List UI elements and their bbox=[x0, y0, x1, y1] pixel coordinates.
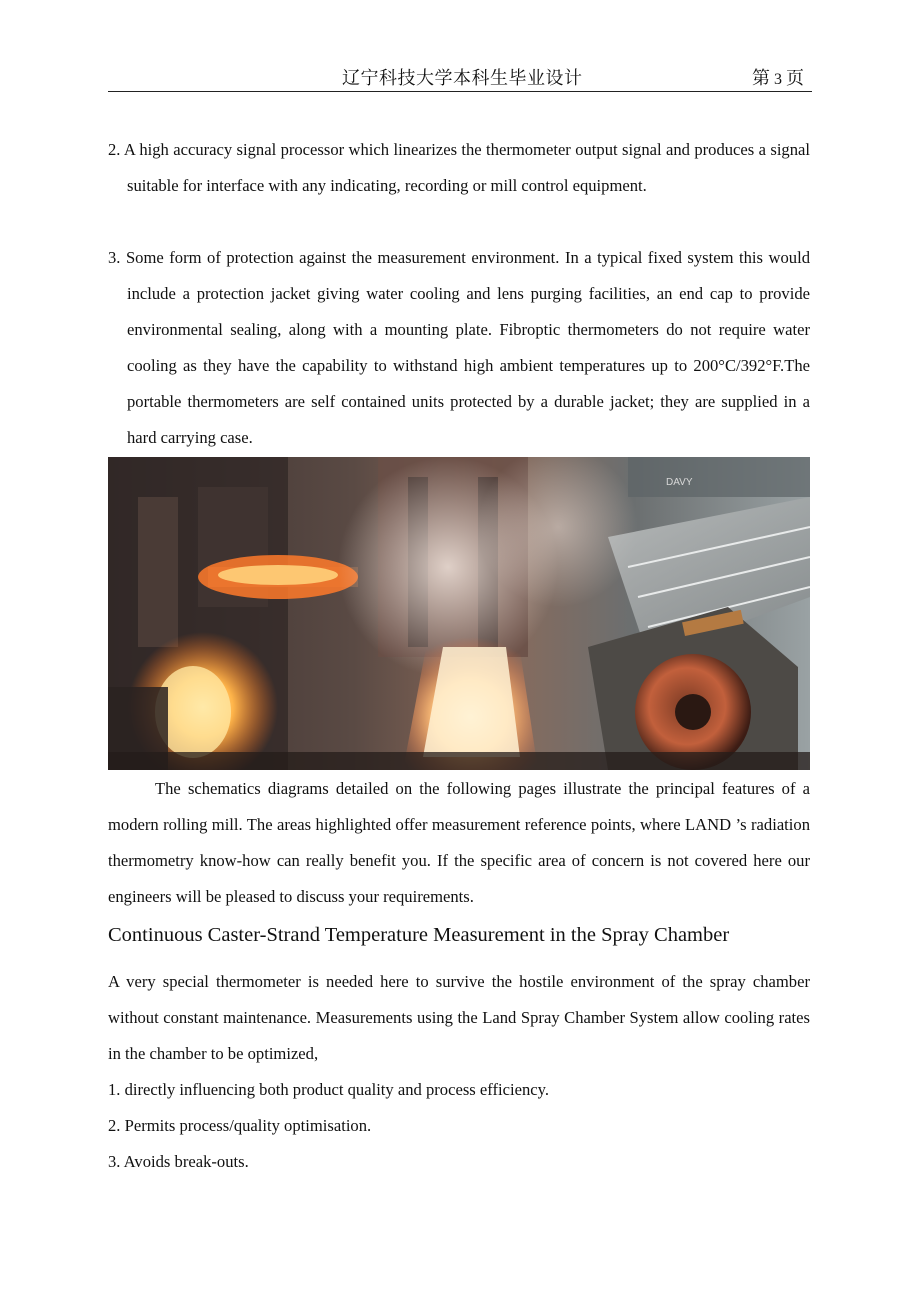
section-heading: Continuous Caster-Strand Temperature Measurement in the Spray Chamber bbox=[108, 924, 730, 946]
list-item-1: 1. directly influencing both product quality and process efficiency. bbox=[108, 1080, 549, 1099]
list-item-2: 2. Permits process/quality optimisation. bbox=[108, 1116, 372, 1135]
list-item-3: 3. Avoids break-outs. bbox=[108, 1152, 249, 1171]
section-paragraph: A very special thermometer is needed here to survive the hostile environment of the spray chamber without constant maintenance. Measurements using the Land Spray Chamber System allow cooling rates in the chamber to be optimized, bbox=[108, 972, 810, 1063]
page-header-title: 辽宁科技大学本科生毕业设计 bbox=[342, 68, 583, 88]
page-number-value: 3 bbox=[774, 71, 782, 88]
intro-paragraph: The schematics diagrams detailed on the following pages illustrate the principal features of a modern rolling mill. The areas highlighted offer measurement reference points, where LAND ’s radiation thermometry know-how can really benefit you. If the specific area of concern is not covered here our engineers will be pleased to discuss your requirements. bbox=[108, 779, 810, 906]
page-number-label bbox=[752, 64, 804, 90]
list-item-2-signal-processor: 2. A high accuracy signal processor which linearizes the thermometer output signal and produces a signal suitable for interface with any indicating, recording or mill control equipment. bbox=[108, 140, 810, 195]
page-number bbox=[770, 71, 786, 88]
list-item-3-protection: 3. Some form of protection against the measurement environment. In a typical fixed system this would include a protection jacket giving water cooling and lens purging facilities, an end cap to provide environmental sealing, along with a mounting plate. Fibroptic thermometers do not require water cooling as they have the capability to withstand high ambient temperatures up to 200°C/392°F.The portable thermometers are self contained units protected by a durable jacket; they are supplied in a hard carrying case. bbox=[108, 248, 810, 447]
page-prefix: 第 bbox=[752, 68, 770, 88]
rolling-mill-photo bbox=[108, 457, 810, 770]
davy-sign: DAVY bbox=[666, 477, 693, 488]
page-suffix: 页 bbox=[786, 68, 804, 88]
header-rule bbox=[108, 91, 812, 92]
